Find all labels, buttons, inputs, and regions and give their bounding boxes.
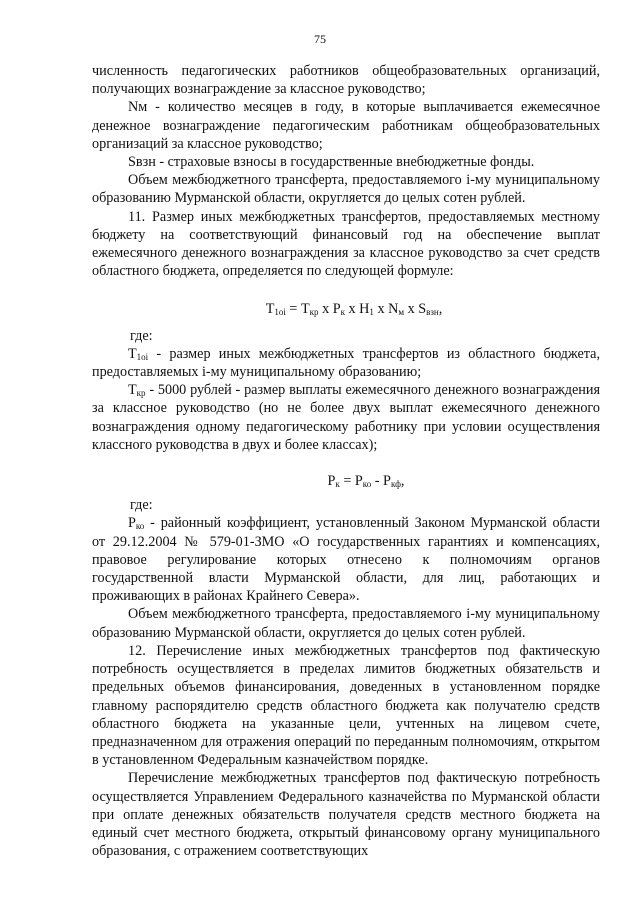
- paragraph-rounding-1: Объем межбюджетного трансферта, предоставляемого i-му муниципальному образованию Мурманской области, округляется до целых сотен рублей.: [92, 172, 600, 207]
- document-body: [92, 62, 600, 860]
- paragraph-item-11: 11. Размер иных межбюджетных трансфертов, предоставляемых местному бюджету на соответствующий финансовый год на обеспечение выплат ежемесячного денежного вознаграждения за классное руководство за счет средств областного бюджета, определяется по следующей формуле:: [92, 208, 600, 280]
- paragraph-nm-definition: Nм - количество месяцев в году, в которые выплачивается ежемесячное денежное вознаграждение педагогическим работникам общеобразовательных организаций за классное руководство;: [92, 99, 600, 152]
- where-label-1: где:: [130, 327, 153, 344]
- paragraph-item-12: 12. Перечисление иных межбюджетных трансфертов под фактическую потребность осуществляется в пределах лимитов бюджетных обязательств и предельных объемов финансирования, доведенных в установленном порядке главному распорядителю средств областного бюджета как получателю средств областного бюджета на указанные цели, учтенных на лицевом счете, предназначенном для отражения операций по переданным полномочиям, открытом в установленном Федеральным казначейством порядке.: [92, 642, 600, 769]
- paragraph-sv-definition: Sвзн - страховые взносы в государственные внебюджетные фонды.: [128, 154, 535, 171]
- formula-transfer: $Т_{1oi} = Т_{кр}$ x $Р_к$ x $Н_1$ x $N_м$ x $S_{взн}$,: [265, 301, 443, 318]
- paragraph-tkr-definition: $Т_{кр} - 5000$ рублей - размер выплаты ежемесячного денежного вознаграждения за классное руководство (но не более двух выплат ежемесячного денежного вознаграждения одному педагогическому работнику при условии осуществления классного руководства в двух и более классах);: [92, 382, 600, 453]
- formula-coefficient: $Р_к = Р_{ко} - Р_{кф}$,: [327, 473, 405, 490]
- paragraph-rko-definition: $Р_{ко}$ - районный коэффициент, установленный Законом Мурманской области от 29.12.2004 № 579-01-ЗМО «О государственных гарантиях и компенсациях, правовое регулирование которых отнесено к полномочиям органов государственной власти Мурманской области, для лиц, работающих и проживающих в районах Крайнего Севера».: [92, 515, 600, 605]
- where-label-2: где:: [130, 497, 153, 514]
- paragraph-rounding-2: Объем межбюджетного трансферта, предоставляемого i-му муниципальному образованию Мурманской области, округляется до целых сотен рублей.: [92, 606, 600, 641]
- page-number: 75: [314, 32, 326, 46]
- paragraph-t1oi-definition: $Т_{1oi}$ - размер иных межбюджетных трансфертов из областного бюджета, предоставляемых i-му муниципальному образованию;: [92, 345, 600, 381]
- paragraph-transfer-process: Перечисление межбюджетных трансфертов под фактическую потребность осуществляется Управлением Федерального казначейства по Мурманской области при оплате денежных обязательств получателя средств местного бюджета на единый счет местного бюджета, открытый финансовому органу муниципального образования, с отражением соответствующих: [92, 770, 600, 860]
- paragraph-continuation: численность педагогических работников общеобразовательных организаций, получающих вознаграждение за классное руководство;: [92, 63, 600, 98]
